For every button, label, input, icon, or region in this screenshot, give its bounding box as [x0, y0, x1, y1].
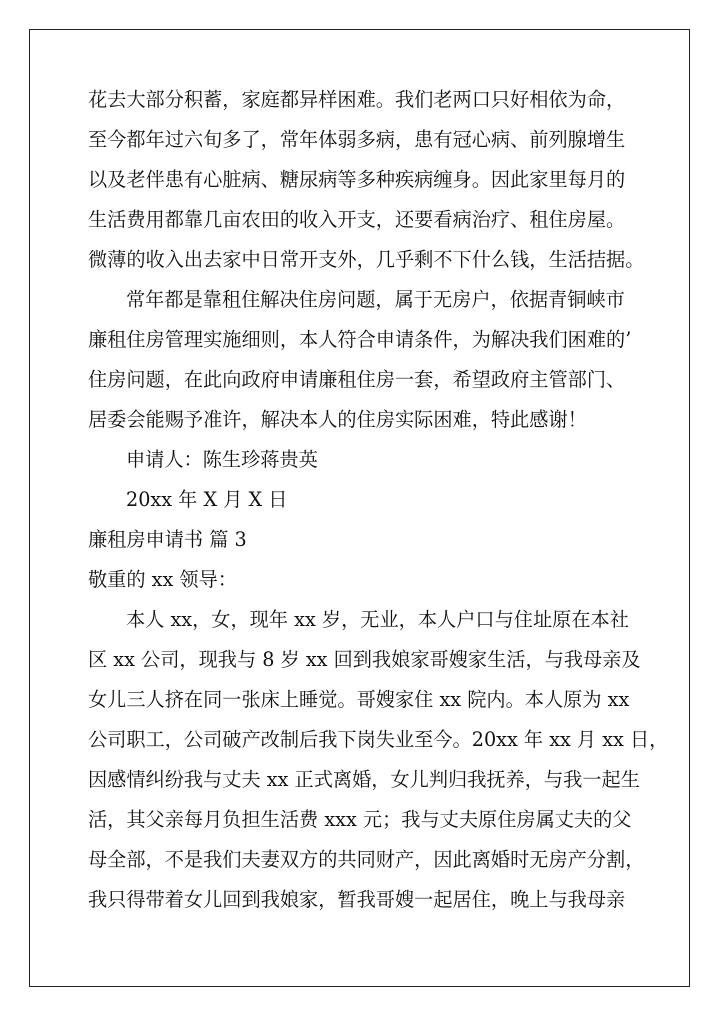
text-line: 以及老伴患有心脏病、糖尿病等多种疾病缠身。因此家里每月的: [88, 168, 626, 191]
text-line: 区 xx 公司，现我与 8 岁 xx 回到我娘家哥嫂家生活，与我母亲及: [88, 648, 641, 671]
text-line: 因感情纠纷我与丈夫 xx 正式离婚，女儿判归我抚养，与我一起生: [88, 768, 640, 791]
text-line: 活，其父亲每月负担生活费 xxx 元；我与丈夫原住房属丈夫的父: [88, 808, 632, 831]
text-line: 花去大部分积蓄，家庭都异样困难。我们老两口只好相依为命，: [88, 88, 626, 111]
text-line: 我只得带着女儿回到我娘家，暂我哥嫂一起居住，晚上与我母亲: [88, 888, 626, 911]
text-line: 女儿三人挤在同一张床上睡觉。哥嫂家住 xx 院内。本人原为 xx: [88, 688, 630, 711]
applicant-signature: 申请人：陈生珍蒋贵英: [126, 448, 318, 471]
salutation: 敬重的 xx 领导：: [88, 568, 237, 591]
section-title: 廉租房申请书 篇 3: [88, 528, 247, 551]
text-line: 住房问题，在此向政府申请廉租住房一套，希望政府主管部门、: [88, 368, 626, 391]
text-line: 本人 xx，女，现年 xx 岁，无业，本人户口与住址原在本社: [126, 608, 629, 631]
date: 20xx 年 X 月 X 日: [126, 488, 288, 511]
text-line: 廉租住房管理实施细则，本人符合申请条件，为解决我们困难的’: [88, 328, 632, 351]
text-line: 母全部，不是我们夫妻双方的共同财产，因此离婚时无房产分割，: [88, 848, 645, 871]
text-line: 居委会能赐予准许，解决本人的住房实际困难，特此感谢！: [88, 408, 587, 431]
text-line: 生活费用都靠几亩农田的收入开支，还要看病治疗、租住房屋。: [88, 208, 626, 231]
text-line: 至今都年过六旬多了，常年体弱多病，患有冠心病、前列腺增生: [88, 128, 626, 151]
text-line: 公司职工，公司破产改制后我下岗失业至今。20xx 年 xx 月 xx 日，: [88, 728, 669, 751]
text-line: 常年都是靠租住解决住房问题，属于无房户，依据青铜峡市: [126, 288, 625, 311]
text-line: 微薄的收入出去家中日常开支外，几乎剩不下什么钱，生活拮据。: [88, 248, 645, 271]
